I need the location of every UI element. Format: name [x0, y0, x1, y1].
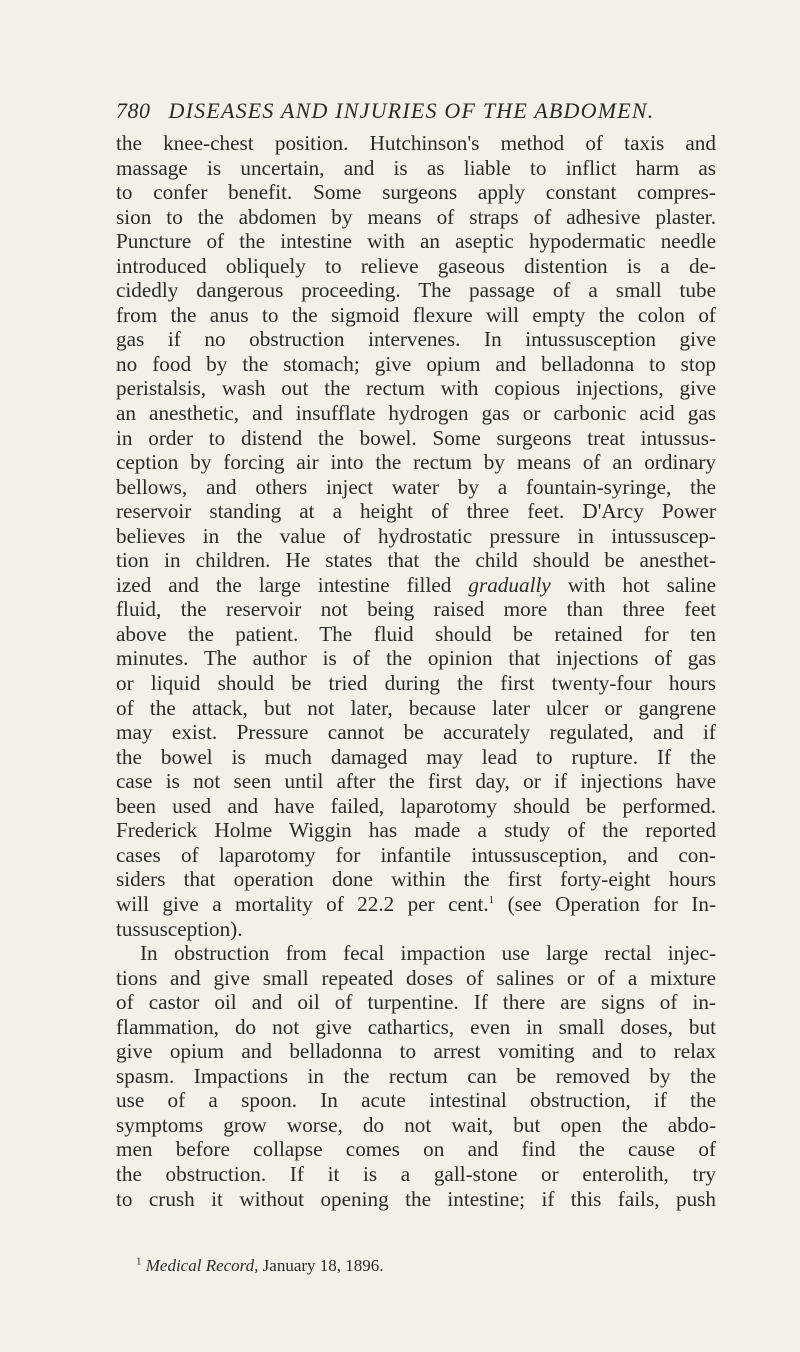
footnote-source: Medical Record,	[145, 1256, 259, 1275]
text-line: gas if no obstruction intervenes. In intussusception give	[116, 327, 716, 352]
text-line: to crush it without opening the intestine; if this fails, push	[116, 1186, 716, 1211]
text-line: fluid, the reservoir not being raised more than three feet	[116, 597, 716, 622]
text-line: peristalsis, wash out the rectum with copious injections, give	[116, 376, 716, 401]
text-line: no food by the stomach; give opium and belladonna to stop	[116, 351, 716, 376]
paragraph-start-line: In obstruction from fecal impaction use large rectal injec-	[140, 941, 716, 966]
text-line: use of a spoon. In acute intestinal obstruction, if the	[116, 1088, 716, 1113]
text-line: Puncture of the intestine with an aseptic hypodermatic needle	[116, 229, 716, 254]
text-line: tions and give small repeated doses of salines or of a mixture	[116, 965, 716, 990]
text-line: the obstruction. If it is a gall-stone or enterolith, try	[116, 1161, 716, 1186]
text-line: ception by forcing air into the rectum by means of an ordinary	[116, 450, 716, 475]
text-line: minutes. The author is of the opinion that injections of gas	[116, 646, 716, 671]
text-line: tion in children. He states that the child should be anesthet-	[116, 548, 716, 573]
text-line: symptoms grow worse, do not wait, but open the abdo-	[116, 1112, 716, 1137]
text-line: been used and have failed, laparotomy should be performed.	[116, 793, 716, 818]
text-line: the bowel is much damaged may lead to rupture. If the	[116, 744, 716, 769]
text-line: may exist. Pressure cannot be accurately regulated, and if	[116, 720, 716, 745]
text-span: (see Operation for In-	[507, 891, 717, 916]
text-line: an anesthetic, and insufflate hydrogen gas or carbonic acid gas	[116, 401, 716, 426]
text-line-mortality	[116, 892, 716, 917]
text-line: flammation, do not give cathartics, even in small doses, but	[116, 1014, 716, 1039]
paragraph-end-line: tussusception).	[116, 916, 243, 941]
text-line: men before collapse comes on and find the cause of	[116, 1137, 716, 1162]
text-line: in order to distend the bowel. Some surgeons treat intussus-	[116, 425, 716, 450]
text-line: of castor oil and oil of turpentine. If there are signs of in-	[116, 990, 716, 1015]
text-line: cidedly dangerous proceeding. The passage of a small tube	[116, 278, 716, 303]
footnote-marker: 1	[136, 1255, 142, 1268]
text-line: Frederick Holme Wiggin has made a study of the reported	[116, 818, 716, 843]
text-span: will give a mortality of 22.2 per cent.	[116, 891, 489, 916]
body-text	[116, 131, 716, 1211]
text-line: bellows, and others inject water by a fountain-syringe, the	[116, 474, 716, 499]
page-number: 780	[116, 98, 151, 123]
text-span: with hot saline	[567, 572, 717, 597]
text-line: sion to the abdomen by means of straps of adhesive plaster.	[116, 204, 716, 229]
text-line: the knee-chest position. Hutchinson's method of taxis and	[116, 131, 716, 155]
running-head	[116, 98, 736, 130]
text-line: above the patient. The fluid should be retained for ten	[116, 621, 716, 646]
footnote-date: January 18, 1896.	[262, 1256, 384, 1275]
text-line: to confer benefit. Some surgeons apply constant compres-	[116, 180, 716, 205]
footnote-reference: 1	[488, 893, 495, 906]
text-line-gradually	[116, 573, 716, 598]
text-line: massage is uncertain, and is as liable to inflict harm as	[116, 155, 716, 180]
footnote	[136, 1256, 384, 1276]
text-line: believes in the value of hydrostatic pressure in intussuscep-	[116, 523, 716, 548]
text-line: siders that operation done within the first forty-eight hours	[116, 867, 716, 892]
text-line: of the attack, but not later, because later ulcer or gangrene	[116, 695, 716, 720]
text-line: spasm. Impactions in the rectum can be removed by the	[116, 1063, 716, 1088]
text-line: case is not seen until after the first day, or if injections have	[116, 769, 716, 794]
text-line: or liquid should be tried during the first twenty-four hours	[116, 671, 716, 696]
text-line: reservoir standing at a height of three feet. D'Arcy Power	[116, 499, 716, 524]
running-title: DISEASES AND INJURIES OF THE ABDOMEN.	[168, 98, 655, 123]
text-line: introduced obliquely to relieve gaseous distention is a de-	[116, 253, 716, 278]
emphasis-gradually: gradually	[468, 572, 551, 597]
text-span: ized and the large intestine filled	[116, 572, 452, 597]
text-line: give opium and belladonna to arrest vomiting and to relax	[116, 1039, 716, 1064]
text-line: from the anus to the sigmoid flexure will empty the colon of	[116, 302, 716, 327]
text-line: cases of laparotomy for infantile intussusception, and con-	[116, 842, 716, 867]
